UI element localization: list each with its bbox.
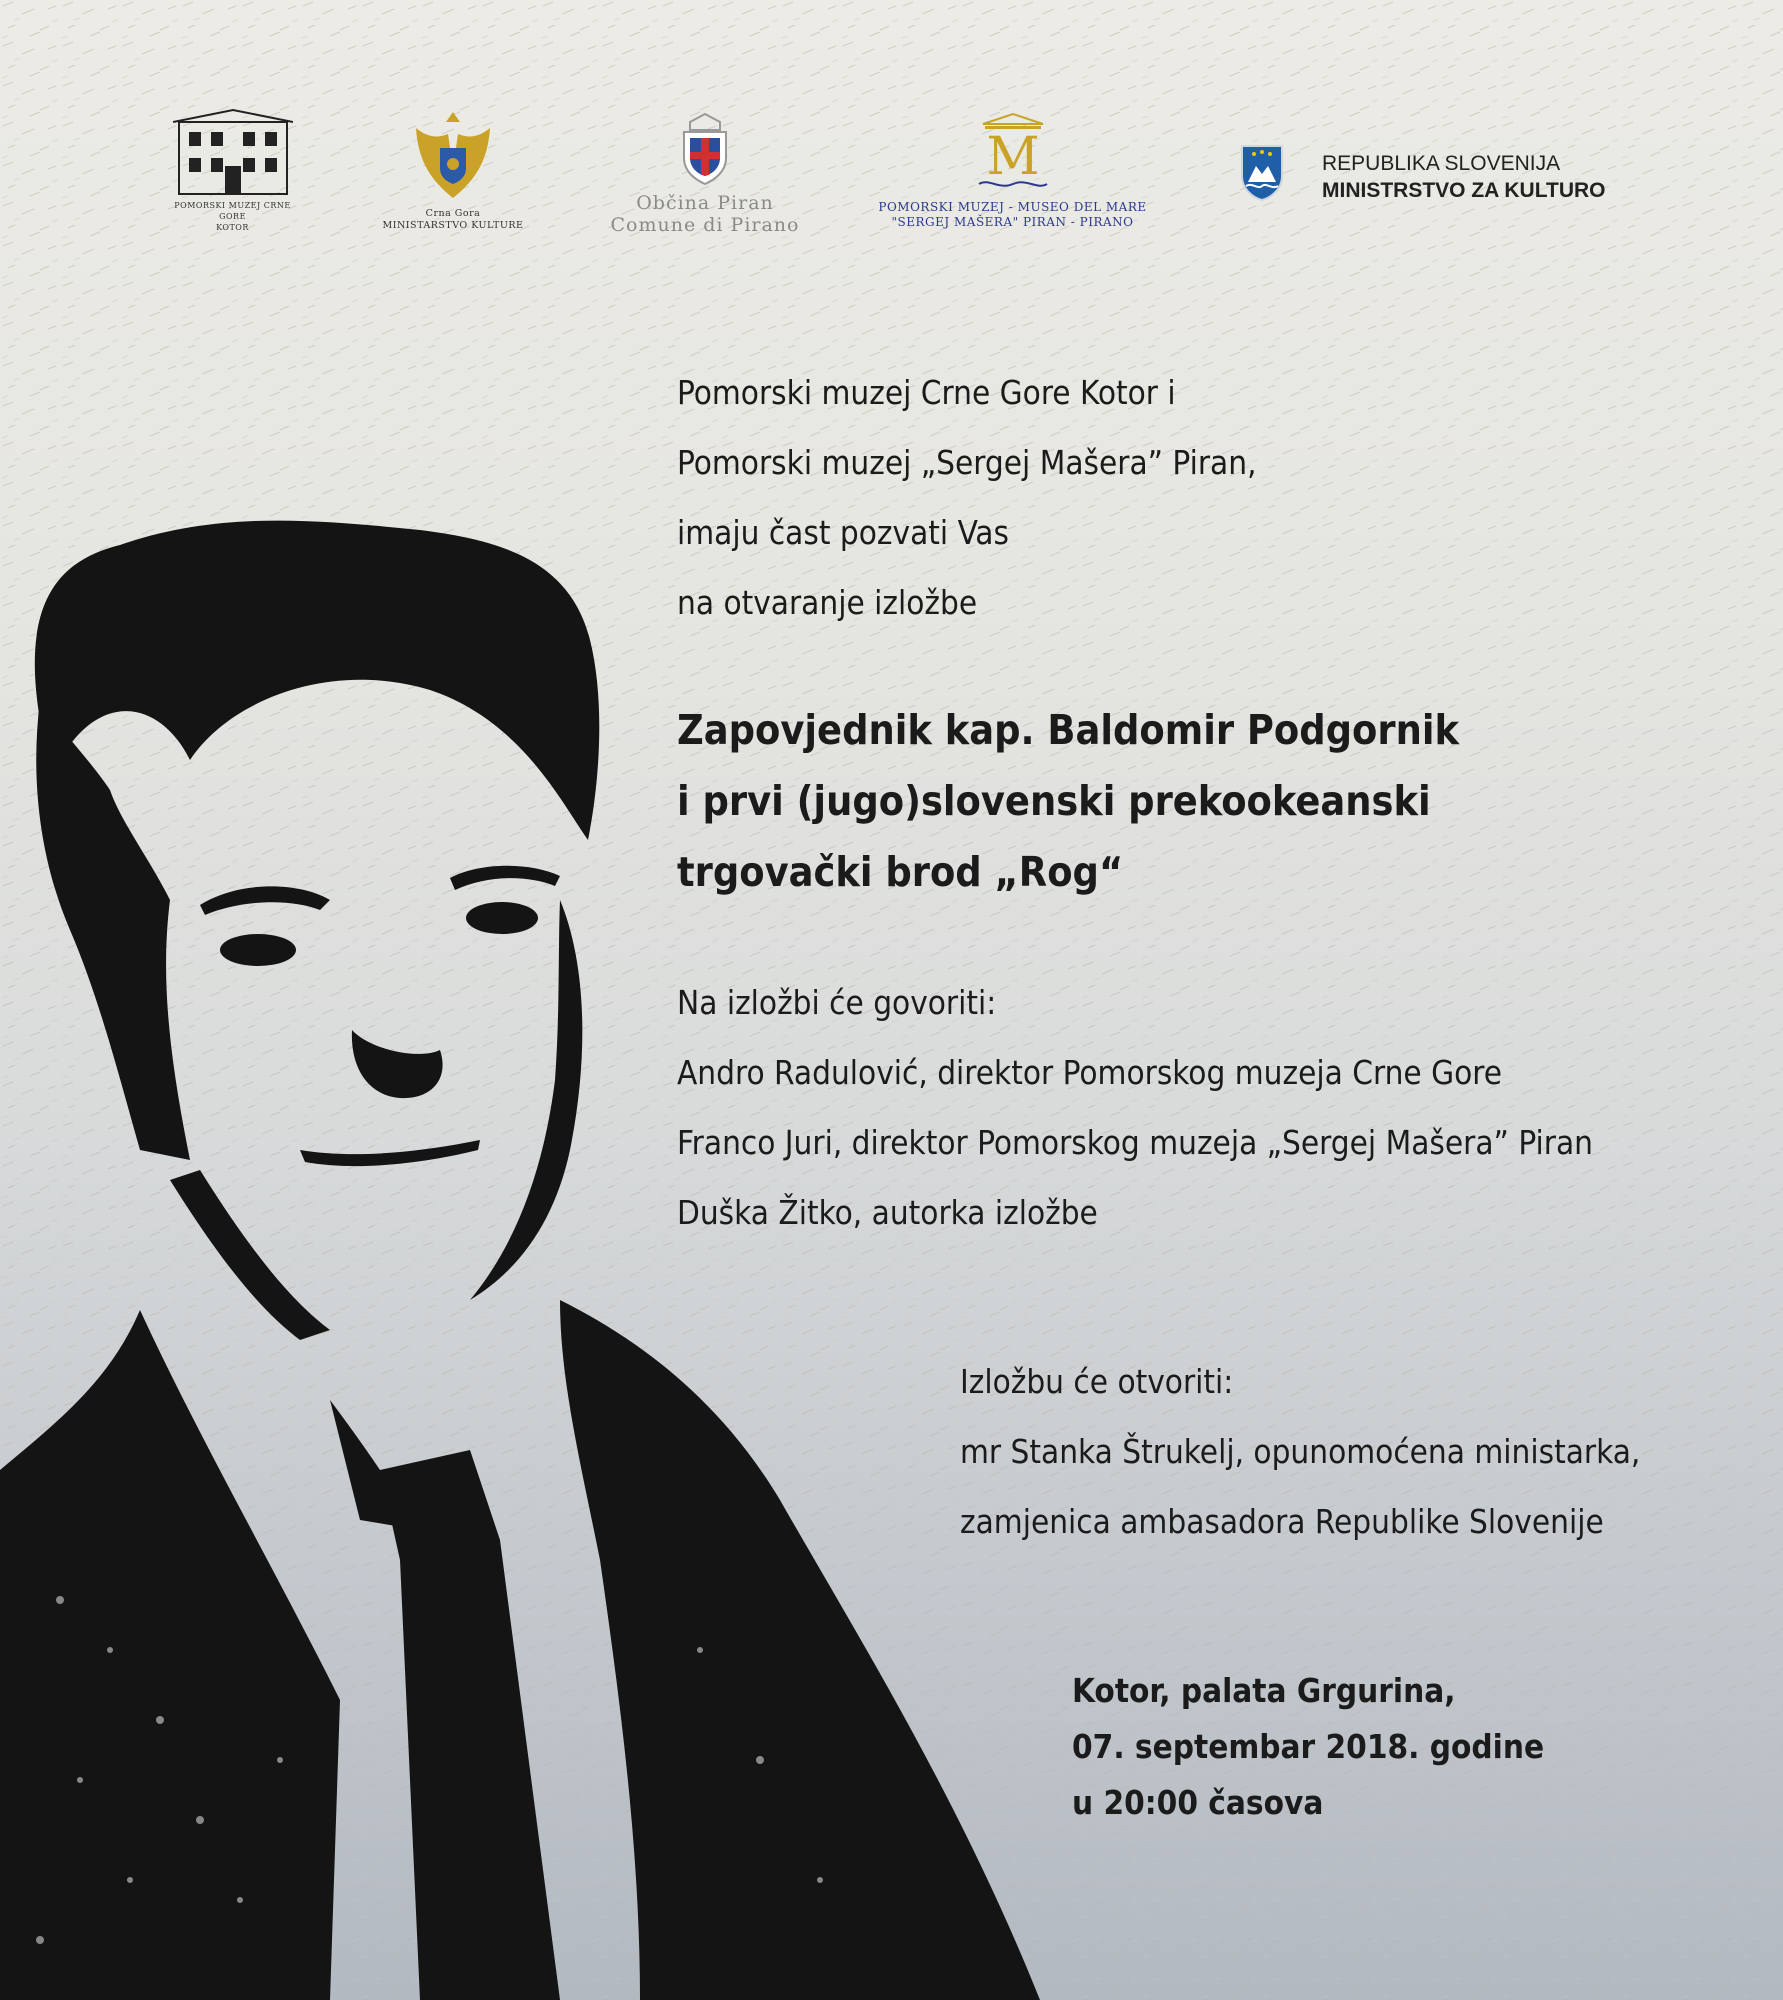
speaker-item: Andro Radulović, direktor Pomorskog muzeja Crne Gore — [677, 1053, 1502, 1092]
title-line: trgovački brod „Rog“ — [677, 848, 1124, 896]
museum-building-icon — [173, 108, 293, 196]
title-line: Zapovjednik kap. Baldomir Podgornik — [677, 706, 1460, 754]
logo-slo-line-2: MINISTRSTVO ZA KULTURO — [1322, 179, 1606, 202]
opening-line: mr Stanka Štrukelj, opunomoćena ministarka, — [960, 1432, 1641, 1471]
venue-date-time — [1072, 1663, 1544, 1831]
logo-kotor-caption-1: POMORSKI MUZEJ CRNE GORE — [174, 201, 291, 221]
speakers-section — [677, 968, 1593, 1248]
exhibition-title — [677, 695, 1459, 908]
intro-line: Pomorski muzej „Sergej Mašera” Piran, — [677, 443, 1257, 482]
venue-location: Kotor, palata Grgurina, — [1072, 1671, 1456, 1710]
logo-muzej-caption-1: POMORSKI MUZEJ - MUSEO DEL MARE — [878, 200, 1147, 214]
logo-pomorski-muzej-kotor — [170, 108, 295, 233]
title-line: i prvi (jugo)slovenski prekookeanski — [677, 777, 1431, 825]
logo-piran-caption-1: Občina Piran — [636, 192, 774, 214]
venue-time: u 20:00 časova — [1072, 1783, 1324, 1822]
venue-date: 07. septembar 2018. godine — [1072, 1727, 1545, 1766]
speaker-item: Franco Juri, direktor Pomorskog muzeja „Sergej Mašera” Piran — [677, 1123, 1593, 1162]
logo-pomorski-muzej-piran — [870, 112, 1155, 230]
piran-coat-of-arms-icon — [670, 112, 740, 188]
speaker-item: Duška Žitko, autorka izložbe — [677, 1193, 1098, 1232]
museum-m-logo-icon — [973, 112, 1053, 196]
logo-republika-slovenija — [1238, 142, 1618, 206]
intro-text — [677, 358, 1257, 638]
logo-cg-caption-1: Crna Gora — [425, 208, 481, 219]
intro-line: Pomorski muzej Crne Gore Kotor i — [677, 373, 1176, 412]
montenegro-coat-of-arms-icon — [408, 108, 498, 204]
intro-line: na otvaranje izložbe — [677, 583, 978, 622]
slovenia-coat-of-arms-icon — [1238, 142, 1286, 202]
logo-muzej-caption-2: "SERGEJ MAŠERA" PIRAN - PIRANO — [891, 215, 1134, 229]
opening-section — [960, 1347, 1640, 1557]
logo-slo-line-1: REPUBLIKA SLOVENIJA — [1322, 152, 1561, 175]
svg-text:M: M — [985, 127, 1040, 187]
logo-piran-caption-2: Comune di Pirano — [610, 214, 800, 236]
logo-obcina-piran — [610, 112, 800, 236]
logo-cg-caption-2: MINISTARSTVO KULTURE — [382, 220, 524, 231]
opening-line: zamjenica ambasadora Republike Slovenije — [960, 1502, 1604, 1541]
intro-line: imaju čast pozvati Vas — [677, 513, 1009, 552]
logo-kotor-caption-2: KOTOR — [216, 223, 249, 232]
opening-heading: Izložbu će otvoriti: — [960, 1362, 1234, 1401]
speakers-heading: Na izložbi će govoriti: — [677, 983, 997, 1022]
logo-crna-gora-ministarstvo — [368, 108, 538, 232]
